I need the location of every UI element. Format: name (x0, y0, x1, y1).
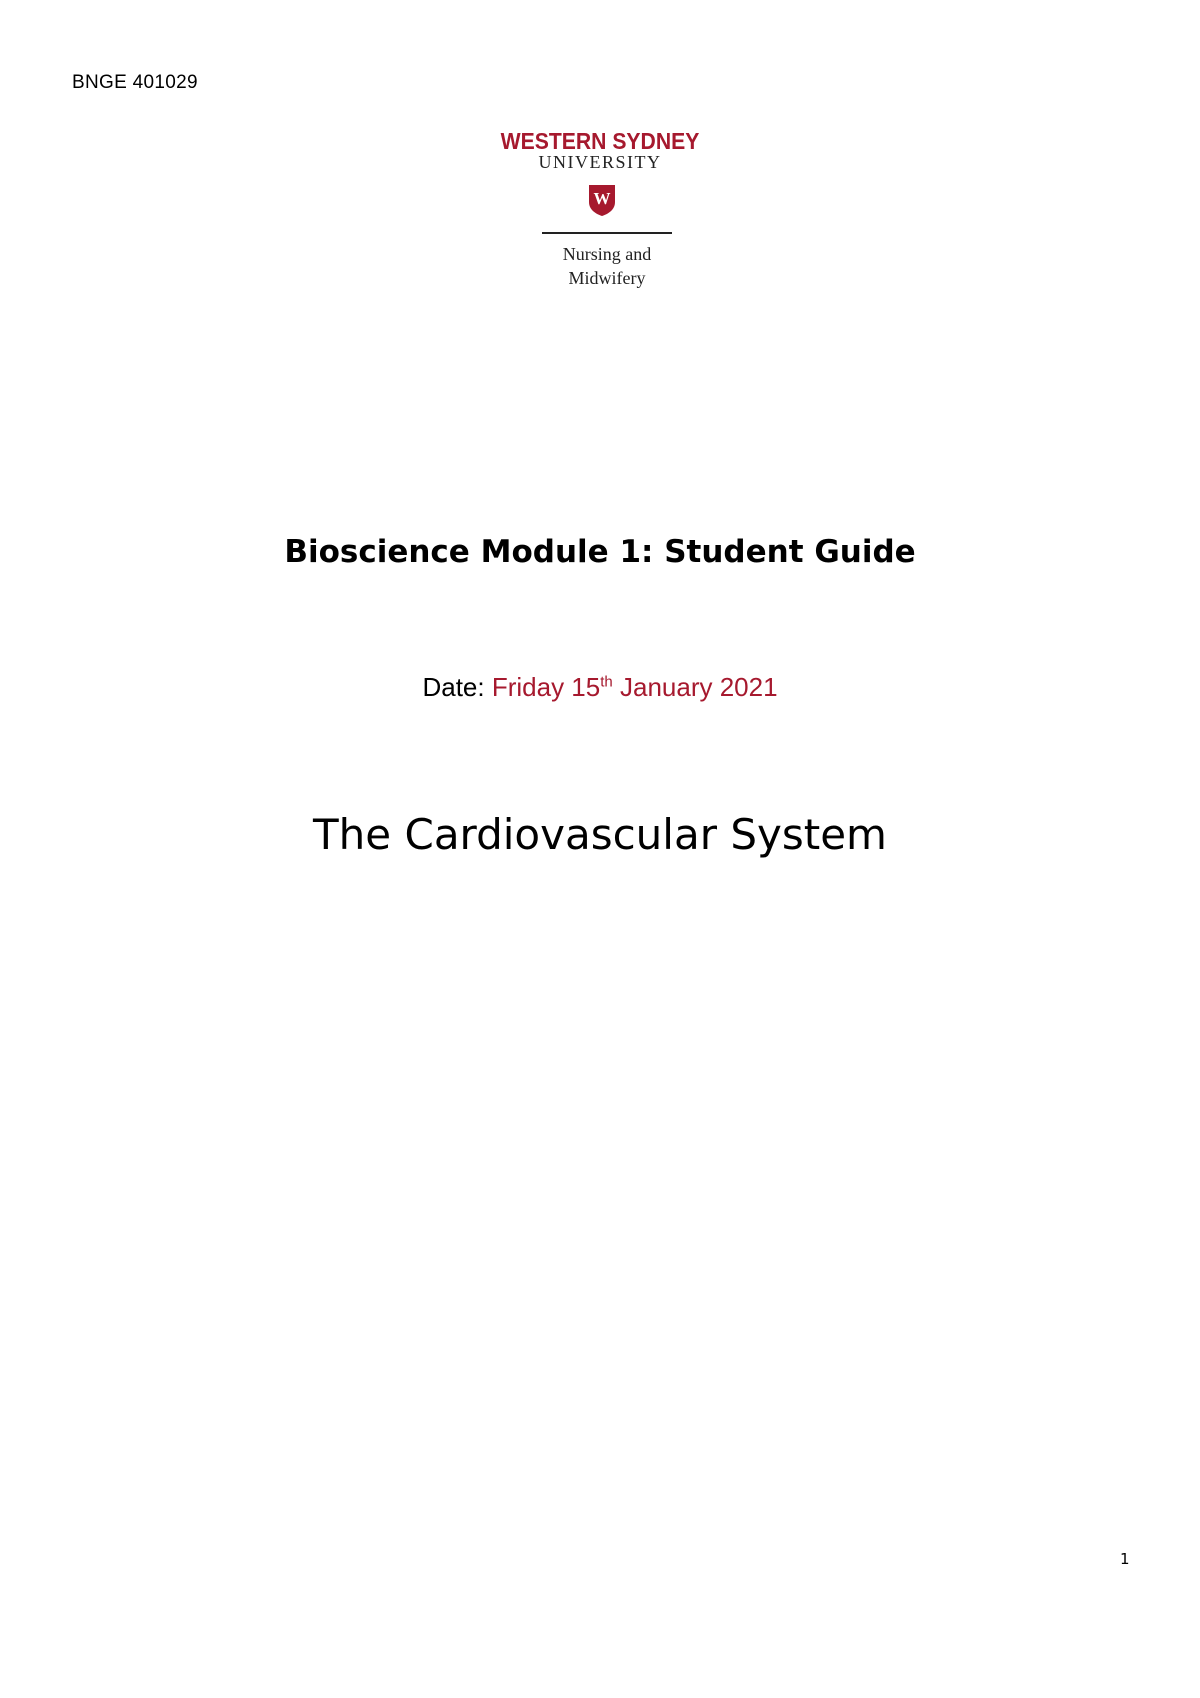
date-value (492, 672, 778, 702)
date-rest: January 2021 (619, 672, 778, 702)
date-day: Friday 15 (491, 672, 601, 702)
faculty-line-2: Midwifery (568, 268, 646, 288)
university-logo (460, 128, 740, 298)
date-line (0, 672, 1200, 703)
shield-letter: W (593, 189, 611, 208)
logo-divider (542, 232, 672, 234)
guide-title: Bioscience Module 1: Student Guide (284, 534, 916, 570)
faculty-line-1: Nursing and (562, 244, 652, 264)
faculty-name (460, 242, 754, 290)
date-label: Date: (422, 672, 485, 702)
logo-university-sub: UNIVERSITY (538, 152, 662, 172)
course-code: BNGE 401029 (72, 72, 198, 93)
logo-university-name: WESTERN SYDNEY (500, 128, 700, 154)
shield-icon (588, 184, 616, 217)
system-title: The Cardiovascular System (313, 810, 887, 859)
date-suffix: th (600, 673, 613, 691)
page-number: 1 (1120, 1550, 1130, 1568)
